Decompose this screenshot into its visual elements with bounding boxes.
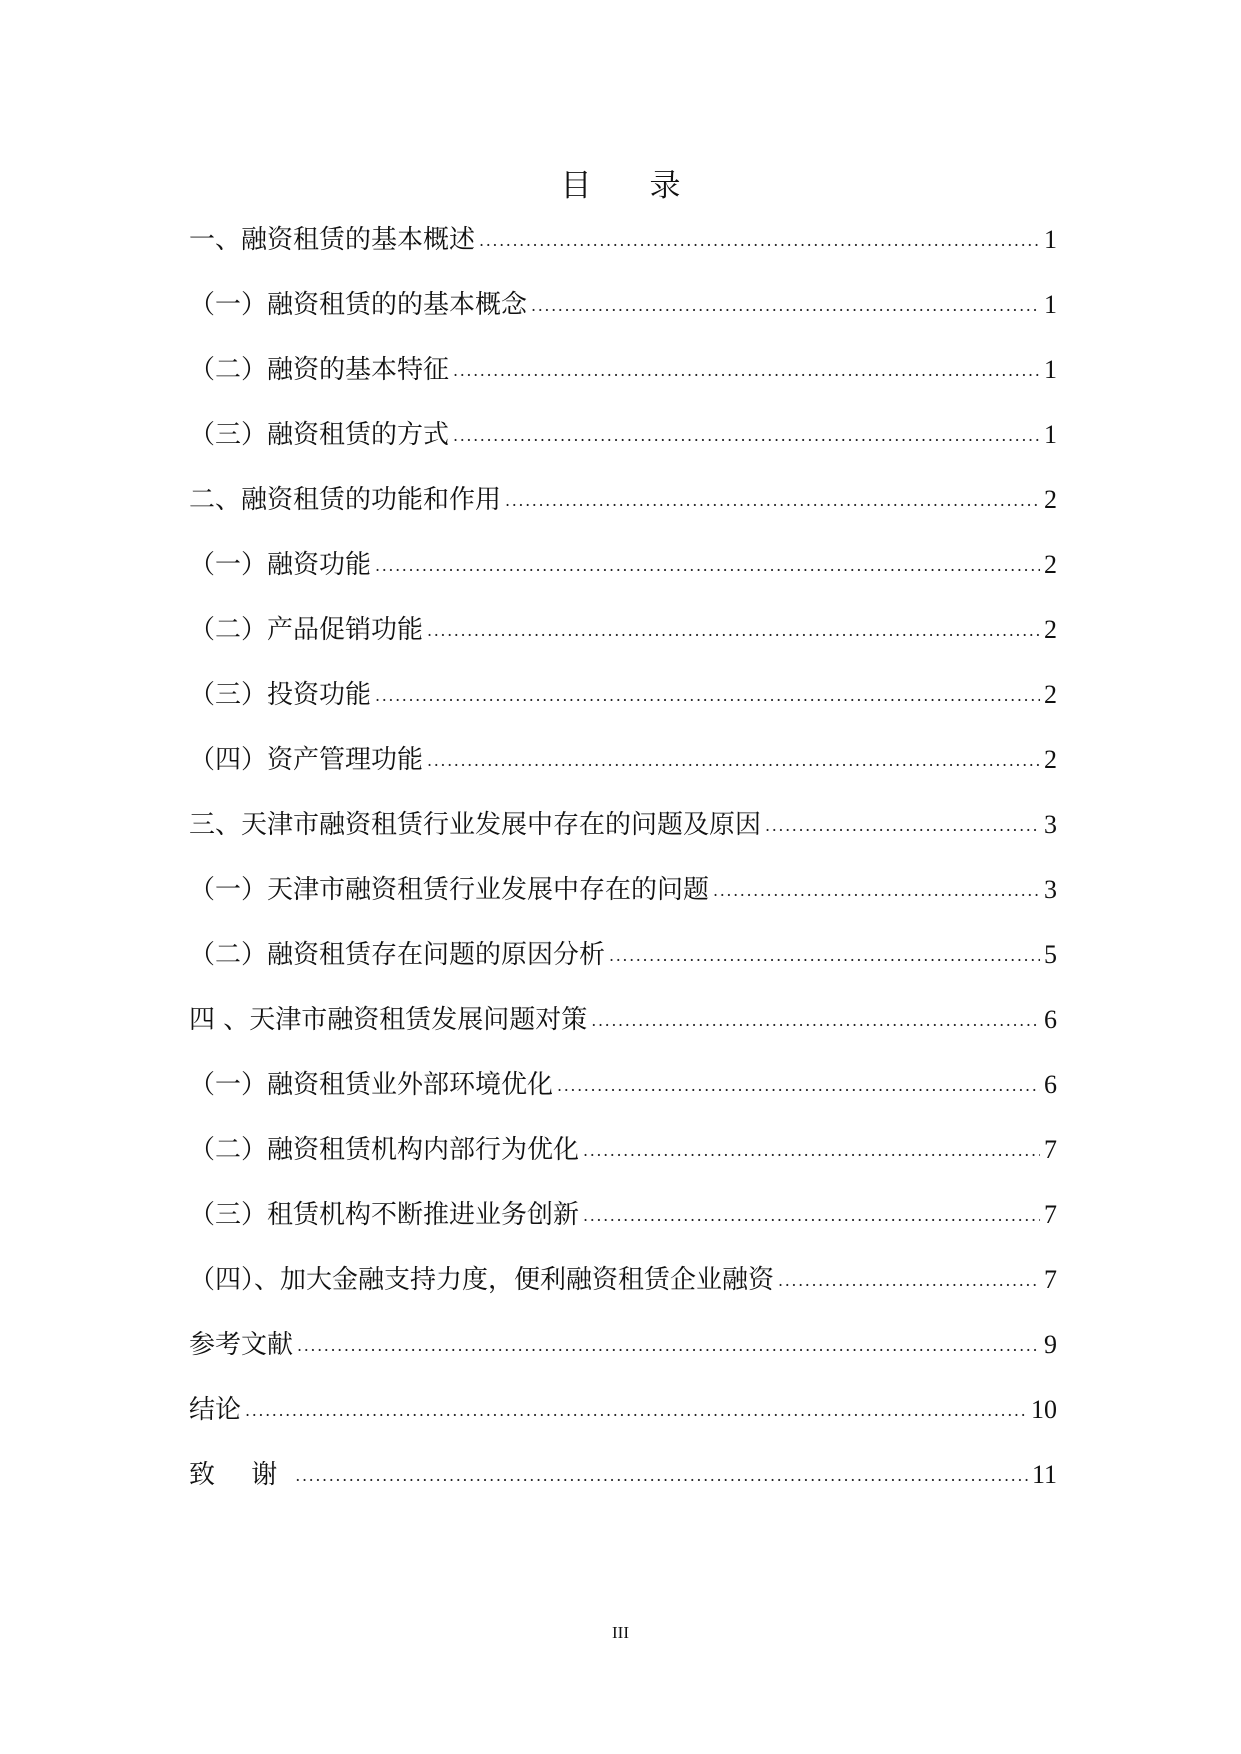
toc-entry-page: 10: [1031, 1395, 1057, 1424]
toc-entry[interactable]: [189, 739, 1057, 804]
toc-entry-page: 5: [1044, 940, 1057, 969]
table-of-contents: [189, 219, 1057, 1519]
dot-leader: [583, 1132, 1040, 1158]
toc-entry-label: （四）资产管理功能: [189, 745, 424, 775]
dot-leader: [557, 1067, 1040, 1093]
dot-leader: [583, 1197, 1040, 1223]
dot-leader: [295, 1457, 1028, 1483]
toc-entry-label: 参考文献: [189, 1330, 294, 1360]
toc-entry[interactable]: [189, 999, 1057, 1064]
toc-entry-page: 7: [1044, 1265, 1057, 1294]
dot-leader: [245, 1392, 1027, 1418]
toc-entry-page: 2: [1044, 615, 1057, 644]
toc-title: 目录: [560, 168, 739, 204]
dot-leader: [479, 222, 1040, 248]
toc-entry[interactable]: [189, 1454, 1057, 1519]
toc-entry-page: 7: [1044, 1200, 1057, 1229]
toc-entry-label: 四 、天津市融资租赁发展问题对策: [189, 1005, 588, 1035]
toc-entry-label: 三、天津市融资租赁行业发展中存在的问题及原因: [189, 810, 762, 840]
toc-entry[interactable]: [189, 1129, 1057, 1194]
toc-entry[interactable]: [189, 1389, 1057, 1454]
toc-entry[interactable]: [189, 284, 1057, 349]
toc-entry[interactable]: [189, 934, 1057, 999]
toc-entry-page: 6: [1044, 1070, 1057, 1099]
toc-entry-page: 3: [1044, 875, 1057, 904]
toc-entry-page: 7: [1044, 1135, 1057, 1164]
dot-leader: [609, 937, 1040, 963]
dot-leader: [375, 677, 1040, 703]
toc-entry[interactable]: [189, 219, 1057, 284]
toc-entry-label: （二）融资租赁存在问题的原因分析: [189, 940, 606, 970]
toc-entry-page: 9: [1044, 1330, 1057, 1359]
dot-leader: [591, 1002, 1040, 1028]
dot-leader: [505, 482, 1040, 508]
toc-entry-page: 1: [1044, 290, 1057, 319]
toc-entry-page: 6: [1044, 1005, 1057, 1034]
toc-entry-label: （二）融资的基本特征: [189, 355, 450, 385]
toc-entry-page: 2: [1044, 485, 1057, 514]
toc-entry-page: 2: [1044, 745, 1057, 774]
toc-entry-label: 一、融资租赁的基本概述: [189, 225, 476, 255]
toc-entry-label: （三）投资功能: [189, 680, 372, 710]
toc-entry[interactable]: [189, 1064, 1057, 1129]
toc-entry-label: （一）融资租赁的的基本概念: [189, 290, 528, 320]
dot-leader: [765, 807, 1040, 833]
toc-entry-label: （四）、加大金融支持力度，便利融资租赁企业融资: [189, 1265, 775, 1295]
toc-entry[interactable]: [189, 544, 1057, 609]
toc-entry-label: （一）融资功能: [189, 550, 372, 580]
toc-entry[interactable]: [189, 1259, 1057, 1324]
toc-entry-label: （二）融资租赁机构内部行为优化: [189, 1135, 580, 1165]
toc-entry-label: （一）融资租赁业外部环境优化: [189, 1070, 554, 1100]
toc-entry-page: 2: [1044, 550, 1057, 579]
toc-entry-page: 11: [1031, 1460, 1057, 1489]
dot-leader: [531, 287, 1040, 313]
dot-leader: [778, 1262, 1040, 1288]
toc-entry[interactable]: [189, 804, 1057, 869]
toc-entry-label: 二、融资租赁的功能和作用: [189, 485, 502, 515]
toc-entry[interactable]: [189, 609, 1057, 674]
toc-entry-label: （三）融资租赁的方式: [189, 420, 450, 450]
dot-leader: [453, 352, 1040, 378]
toc-entry-page: 3: [1044, 810, 1057, 839]
dot-leader: [427, 612, 1040, 638]
toc-entry-label: 致 谢: [189, 1460, 292, 1490]
dot-leader: [375, 547, 1040, 573]
toc-entry[interactable]: [189, 1324, 1057, 1389]
toc-entry-page: 1: [1044, 355, 1057, 384]
toc-entry[interactable]: [189, 479, 1057, 544]
dot-leader: [713, 872, 1040, 898]
toc-entry[interactable]: [189, 674, 1057, 739]
toc-entry-label: （三）租赁机构不断推进业务创新: [189, 1200, 580, 1230]
toc-entry[interactable]: [189, 869, 1057, 934]
toc-entry-page: 1: [1044, 225, 1057, 254]
toc-entry-page: 1: [1044, 420, 1057, 449]
toc-entry-page: 2: [1044, 680, 1057, 709]
dot-leader: [453, 417, 1040, 443]
page-number: III: [612, 1623, 629, 1642]
toc-entry[interactable]: [189, 1194, 1057, 1259]
toc-entry-label: （一）天津市融资租赁行业发展中存在的问题: [189, 875, 710, 905]
toc-entry-label: 结论: [189, 1395, 242, 1425]
toc-entry-label: （二）产品促销功能: [189, 615, 424, 645]
toc-entry[interactable]: [189, 414, 1057, 479]
dot-leader: [297, 1327, 1040, 1353]
dot-leader: [427, 742, 1040, 768]
toc-entry[interactable]: [189, 349, 1057, 414]
